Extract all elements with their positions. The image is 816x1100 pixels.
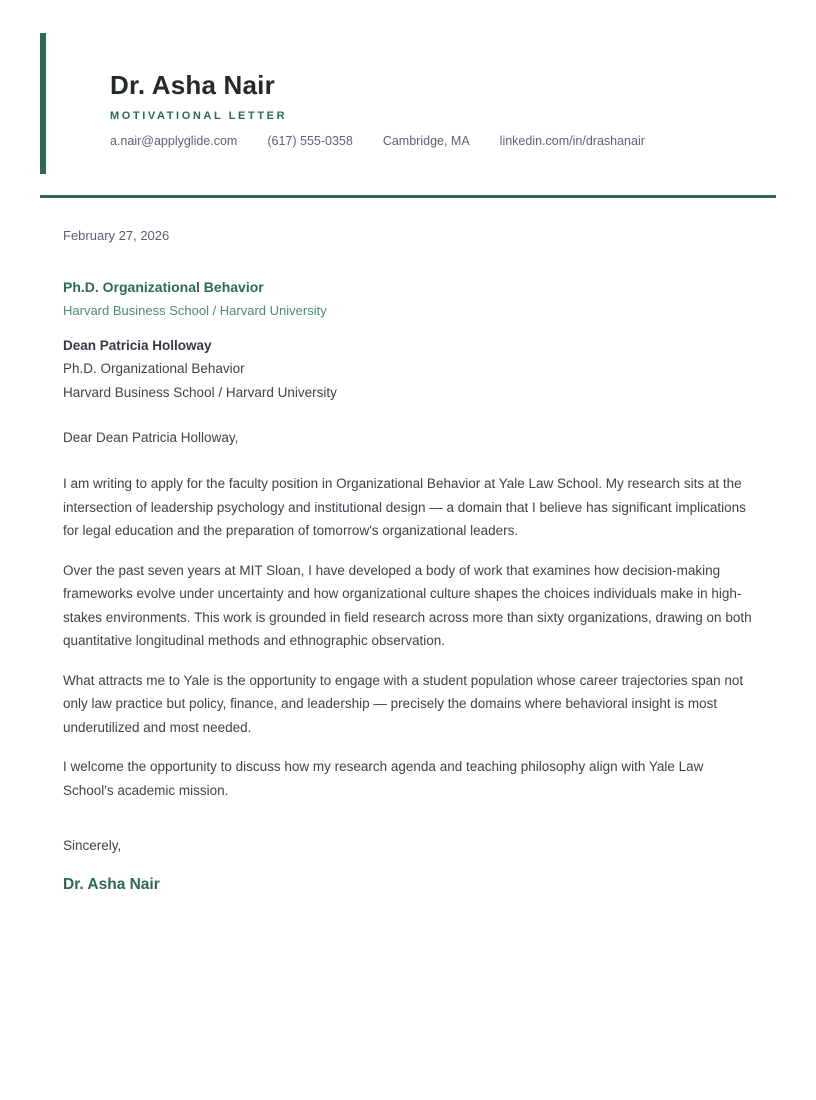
header-accent-bar bbox=[40, 33, 46, 174]
recipient-line1: Ph.D. Organizational Behavior bbox=[63, 361, 245, 377]
header-divider bbox=[40, 195, 776, 198]
recipient-name: Dean Patricia Holloway bbox=[63, 338, 212, 353]
recipient-block bbox=[63, 334, 753, 404]
letter-body bbox=[63, 226, 753, 896]
contact-row bbox=[110, 133, 776, 150]
closing: Sincerely, bbox=[63, 838, 122, 854]
contact-location: Cambridge, MA bbox=[382, 134, 470, 148]
signature-name: Dr. Asha Nair bbox=[63, 875, 160, 893]
applicant-name: Dr. Asha Nair bbox=[110, 70, 275, 100]
position-title: Ph.D. Organizational Behavior bbox=[63, 279, 264, 295]
letter-header bbox=[40, 33, 776, 174]
paragraph-2: Over the past seven years at MIT Sloan, I have developed a body of work that examines how decision-making frameworks evolve under uncertainty and how organizational culture shapes the choices individuals make in high-stakes environments. This work is grounded in field research across more than sixty organizations, drawing on both quantitative longitudinal methods and ethnographic observation. bbox=[63, 562, 752, 649]
paragraph-4: I welcome the opportunity to discuss how my research agenda and teaching philosophy align with Yale Law School's academic mission. bbox=[63, 759, 704, 798]
document-type-label: MOTIVATIONAL LETTER bbox=[110, 110, 288, 122]
salutation: Dear Dean Patricia Holloway, bbox=[63, 429, 239, 445]
contact-phone: (617) 555-0358 bbox=[267, 134, 353, 148]
letter-date: February 27, 2026 bbox=[63, 228, 170, 243]
recipient-line2: Harvard Business School / Harvard University bbox=[63, 384, 337, 400]
paragraph-1: I am writing to apply for the faculty position in Organizational Behavior at Yale Law School. My research sits at the intersection of leadership psychology and institutional design — a domain that I believe has significant implications for legal education and the preparation of tomorrow's organizational leaders. bbox=[63, 476, 746, 539]
position-institution: Harvard Business School / Harvard University bbox=[63, 303, 327, 318]
position-block bbox=[63, 276, 753, 322]
paragraph-3: What attracts me to Yale is the opportunity to engage with a student population whose career trajectories span not only law practice but policy, finance, and leadership — precisely the domains where behavioral insight is most underutilized and most needed. bbox=[63, 672, 744, 735]
contact-email: a.nair@applyglide.com bbox=[110, 134, 238, 148]
contact-linkedin: linkedin.com/in/drashanair bbox=[499, 134, 645, 148]
